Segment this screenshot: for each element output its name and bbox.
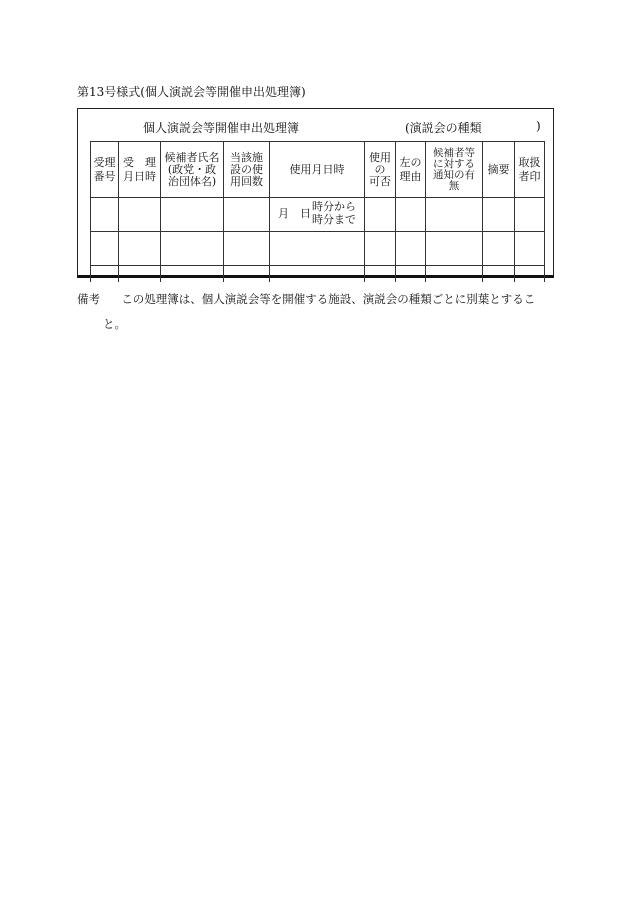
header-summary: 摘要 <box>483 142 515 198</box>
header-reason-line1: 左の <box>399 155 422 169</box>
header-usage-datetime: 使用月日時 <box>270 142 365 198</box>
cell-usage-datetime[interactable] <box>270 266 365 282</box>
cell-handler[interactable] <box>515 198 545 232</box>
usage-time-to: 時分まで <box>312 213 356 226</box>
table-row <box>91 232 545 266</box>
cell-approval[interactable] <box>365 198 396 232</box>
meeting-type-close: ) <box>536 119 541 133</box>
table-row <box>91 266 545 282</box>
usage-month: 月 <box>278 207 289 220</box>
cell-receipt-no[interactable] <box>91 266 119 282</box>
header-handler-line2: 者印 <box>518 169 541 183</box>
remarks <box>77 292 535 306</box>
cell-reason[interactable] <box>396 198 426 232</box>
usage-time-from: 時分から <box>312 200 356 213</box>
header-receipt-datetime <box>119 142 161 198</box>
cell-receipt-datetime[interactable] <box>119 198 161 232</box>
cell-handler[interactable] <box>515 232 545 266</box>
header-handler <box>515 142 545 198</box>
header-reason <box>396 142 426 198</box>
table-row <box>91 198 545 232</box>
cell-notice[interactable] <box>426 198 483 232</box>
header-receipt-no <box>91 142 119 198</box>
ledger-table <box>90 141 545 282</box>
remarks-continuation: と。 <box>103 317 126 331</box>
cell-notice[interactable] <box>426 266 483 282</box>
cell-candidate[interactable] <box>161 198 224 232</box>
cell-handler[interactable] <box>515 266 545 282</box>
ledger-frame <box>77 108 554 278</box>
cell-receipt-datetime[interactable] <box>119 266 161 282</box>
cell-receipt-datetime[interactable] <box>119 232 161 266</box>
cell-summary[interactable] <box>483 266 515 282</box>
header-notice: 候補者等 に対する 通知の有 無 <box>426 142 483 198</box>
cell-approval[interactable] <box>365 266 396 282</box>
header-row <box>91 142 545 198</box>
header-receipt-no-line2: 番号 <box>93 169 116 183</box>
cell-usage-count[interactable] <box>224 266 270 282</box>
ledger-title: 個人演説会等開催申出処理簿 <box>143 121 300 135</box>
header-receipt-no-line1: 受理 <box>93 155 116 169</box>
cell-usage-count[interactable] <box>224 198 270 232</box>
cell-receipt-no[interactable] <box>91 198 119 232</box>
usage-day: 日 <box>300 207 311 220</box>
header-reason-line2: 理由 <box>399 169 422 183</box>
meeting-type-label: (演説会の種類 <box>405 121 482 135</box>
cell-notice[interactable] <box>426 232 483 266</box>
cell-usage-count[interactable] <box>224 232 270 266</box>
form-title: 第13号様式(個人演説会等開催申出処理簿) <box>77 85 306 99</box>
cell-receipt-no[interactable] <box>91 232 119 266</box>
header-receipt-datetime-line1: 受 理 <box>123 155 156 169</box>
cell-approval[interactable] <box>365 232 396 266</box>
cell-reason[interactable] <box>396 266 426 282</box>
header-usage-count: 当該施 設の使 用回数 <box>224 142 270 198</box>
header-handler-line1: 取扱 <box>518 155 541 169</box>
cell-usage-datetime[interactable] <box>270 232 365 266</box>
header-approval: 使用 の 可否 <box>365 142 396 198</box>
cell-summary[interactable] <box>483 198 515 232</box>
cell-reason[interactable] <box>396 232 426 266</box>
header-candidate: 候補者氏名 (政党・政 治団体名) <box>161 142 224 198</box>
cell-summary[interactable] <box>483 232 515 266</box>
remarks-label: 備考 <box>77 292 100 306</box>
cell-candidate[interactable] <box>161 266 224 282</box>
cell-usage-datetime[interactable] <box>270 198 365 232</box>
cell-candidate[interactable] <box>161 232 224 266</box>
remarks-text: この処理簿は、個人演説会等を開催する施設、演説会の種類ごとに別葉とするこ <box>121 292 536 306</box>
header-receipt-datetime-line2: 月日時 <box>123 169 156 183</box>
